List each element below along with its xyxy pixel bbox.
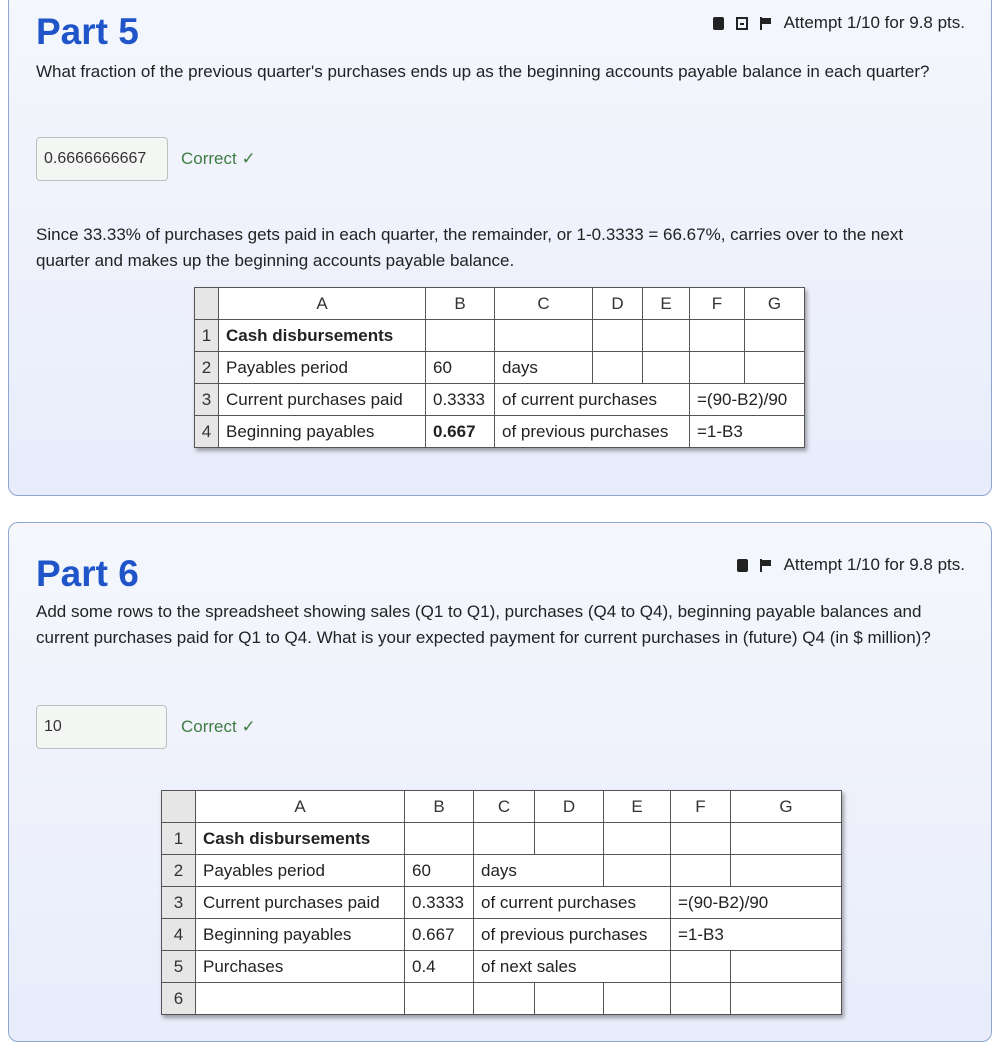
row-number: 4	[162, 919, 196, 951]
cell-a6	[196, 983, 405, 1015]
col-header-g: G	[731, 791, 842, 823]
cell-c3: of current purchases	[495, 384, 690, 416]
col-header-d: D	[535, 791, 604, 823]
col-header-c: C	[495, 288, 593, 320]
cell-f3: =(90-B2)/90	[690, 384, 805, 416]
row-number: 3	[162, 887, 196, 919]
row-number: 4	[195, 416, 219, 448]
corner-cell	[195, 288, 219, 320]
cell-g6	[731, 983, 842, 1015]
book-icon[interactable]	[713, 17, 724, 30]
row-number: 5	[162, 951, 196, 983]
part6-correct-status: Correct ✓	[181, 717, 256, 736]
table-row	[162, 823, 842, 855]
cell-f6	[671, 983, 731, 1015]
row-number: 2	[162, 855, 196, 887]
cell-b1	[426, 320, 495, 352]
cell-f2	[690, 352, 745, 384]
table-row	[162, 983, 842, 1015]
col-header-a: A	[219, 288, 426, 320]
cell-e1	[604, 823, 671, 855]
part5-spreadsheet	[194, 287, 805, 448]
cell-c4: of previous purchases	[474, 919, 671, 951]
part5-title: Part 5	[36, 11, 139, 52]
cell-g2	[745, 352, 805, 384]
col-header-f: F	[671, 791, 731, 823]
cell-g1	[731, 823, 842, 855]
row-number: 1	[195, 320, 219, 352]
cell-a3: Current purchases paid	[219, 384, 426, 416]
col-header-c: C	[474, 791, 535, 823]
cell-c2: days	[495, 352, 593, 384]
table-row	[195, 352, 805, 384]
col-header-e: E	[643, 288, 690, 320]
col-header-f: F	[690, 288, 745, 320]
header-row	[162, 791, 842, 823]
video-icon[interactable]	[736, 17, 748, 30]
cell-f1	[671, 823, 731, 855]
cell-e1	[643, 320, 690, 352]
part5-card	[8, 0, 992, 496]
cell-f4: =1-B3	[671, 919, 842, 951]
cell-b2: 60	[426, 352, 495, 384]
cell-d1	[535, 823, 604, 855]
cell-b4: 0.667	[426, 416, 495, 448]
cell-c1	[474, 823, 535, 855]
col-header-g: G	[745, 288, 805, 320]
cell-f4: =1-B3	[690, 416, 805, 448]
cell-a5: Purchases	[196, 951, 405, 983]
col-header-a: A	[196, 791, 405, 823]
table-row	[195, 384, 805, 416]
col-header-b: B	[405, 791, 474, 823]
cell-c2: days	[474, 855, 604, 887]
cell-a1: Cash disbursements	[196, 823, 405, 855]
col-header-e: E	[604, 791, 671, 823]
cell-f3: =(90-B2)/90	[671, 887, 842, 919]
table-row	[162, 919, 842, 951]
cell-b3: 0.3333	[405, 887, 474, 919]
cell-b6	[405, 983, 474, 1015]
part5-attempt-text: Attempt 1/10 for 9.8 pts.	[783, 13, 965, 32]
table-row	[162, 855, 842, 887]
flag-icon[interactable]	[760, 17, 772, 30]
cell-d2	[593, 352, 643, 384]
table-row	[195, 416, 805, 448]
row-number: 6	[162, 983, 196, 1015]
row-number: 2	[195, 352, 219, 384]
flag-icon[interactable]	[760, 559, 772, 572]
cell-a3: Current purchases paid	[196, 887, 405, 919]
cell-f1	[690, 320, 745, 352]
cell-e2	[604, 855, 671, 887]
cell-a2: Payables period	[196, 855, 405, 887]
cell-f2	[671, 855, 731, 887]
cell-b4: 0.667	[405, 919, 474, 951]
cell-b1	[405, 823, 474, 855]
col-header-d: D	[593, 288, 643, 320]
part5-question: What fraction of the previous quarter's purchases ends up as the beginning accounts payable balance in each quarter?	[36, 62, 930, 81]
cell-g1	[745, 320, 805, 352]
cell-a4: Beginning payables	[219, 416, 426, 448]
cell-e6	[604, 983, 671, 1015]
cell-d1	[593, 320, 643, 352]
table-row	[162, 887, 842, 919]
cell-b3: 0.3333	[426, 384, 495, 416]
header-row	[195, 288, 805, 320]
part5-answer-input[interactable]: 0.6666666667	[36, 137, 168, 181]
book-icon[interactable]	[737, 559, 748, 572]
cell-f5	[671, 951, 731, 983]
table-row	[162, 951, 842, 983]
cell-c1	[495, 320, 593, 352]
cell-c6	[474, 983, 535, 1015]
part5-explanation: Since 33.33% of purchases gets paid in each quarter, the remainder, or 1-0.3333 = 66.67%, carries over to the next quarter and makes up the beginning accounts payable balance.	[36, 225, 904, 270]
part6-card	[8, 522, 992, 1042]
cell-a2: Payables period	[219, 352, 426, 384]
table-row	[195, 320, 805, 352]
cell-c4: of previous purchases	[495, 416, 690, 448]
corner-cell	[162, 791, 196, 823]
cell-e2	[643, 352, 690, 384]
cell-b5: 0.4	[405, 951, 474, 983]
cell-a1: Cash disbursements	[219, 320, 426, 352]
part6-answer-input[interactable]: 10	[36, 705, 167, 749]
part6-spreadsheet	[161, 790, 842, 1015]
part6-title: Part 6	[36, 553, 139, 594]
cell-c5: of next sales	[474, 951, 671, 983]
col-header-b: B	[426, 288, 495, 320]
cell-d6	[535, 983, 604, 1015]
cell-b2: 60	[405, 855, 474, 887]
cell-g5	[731, 951, 842, 983]
cell-c3: of current purchases	[474, 887, 671, 919]
part5-attempt-bar	[713, 13, 965, 33]
row-number: 1	[162, 823, 196, 855]
cell-g2	[731, 855, 842, 887]
part5-correct-status: Correct ✓	[181, 149, 256, 168]
cell-a4: Beginning payables	[196, 919, 405, 951]
row-number: 3	[195, 384, 219, 416]
part6-question: Add some rows to the spreadsheet showing sales (Q1 to Q1), purchases (Q4 to Q4), beginning payable balances and current purchases paid for Q1 to Q4. What is your expected payment for current purchases in (future) Q4 (in $ million)?	[36, 602, 931, 647]
part6-attempt-bar	[737, 555, 965, 575]
part6-attempt-text: Attempt 1/10 for 9.8 pts.	[783, 555, 965, 574]
